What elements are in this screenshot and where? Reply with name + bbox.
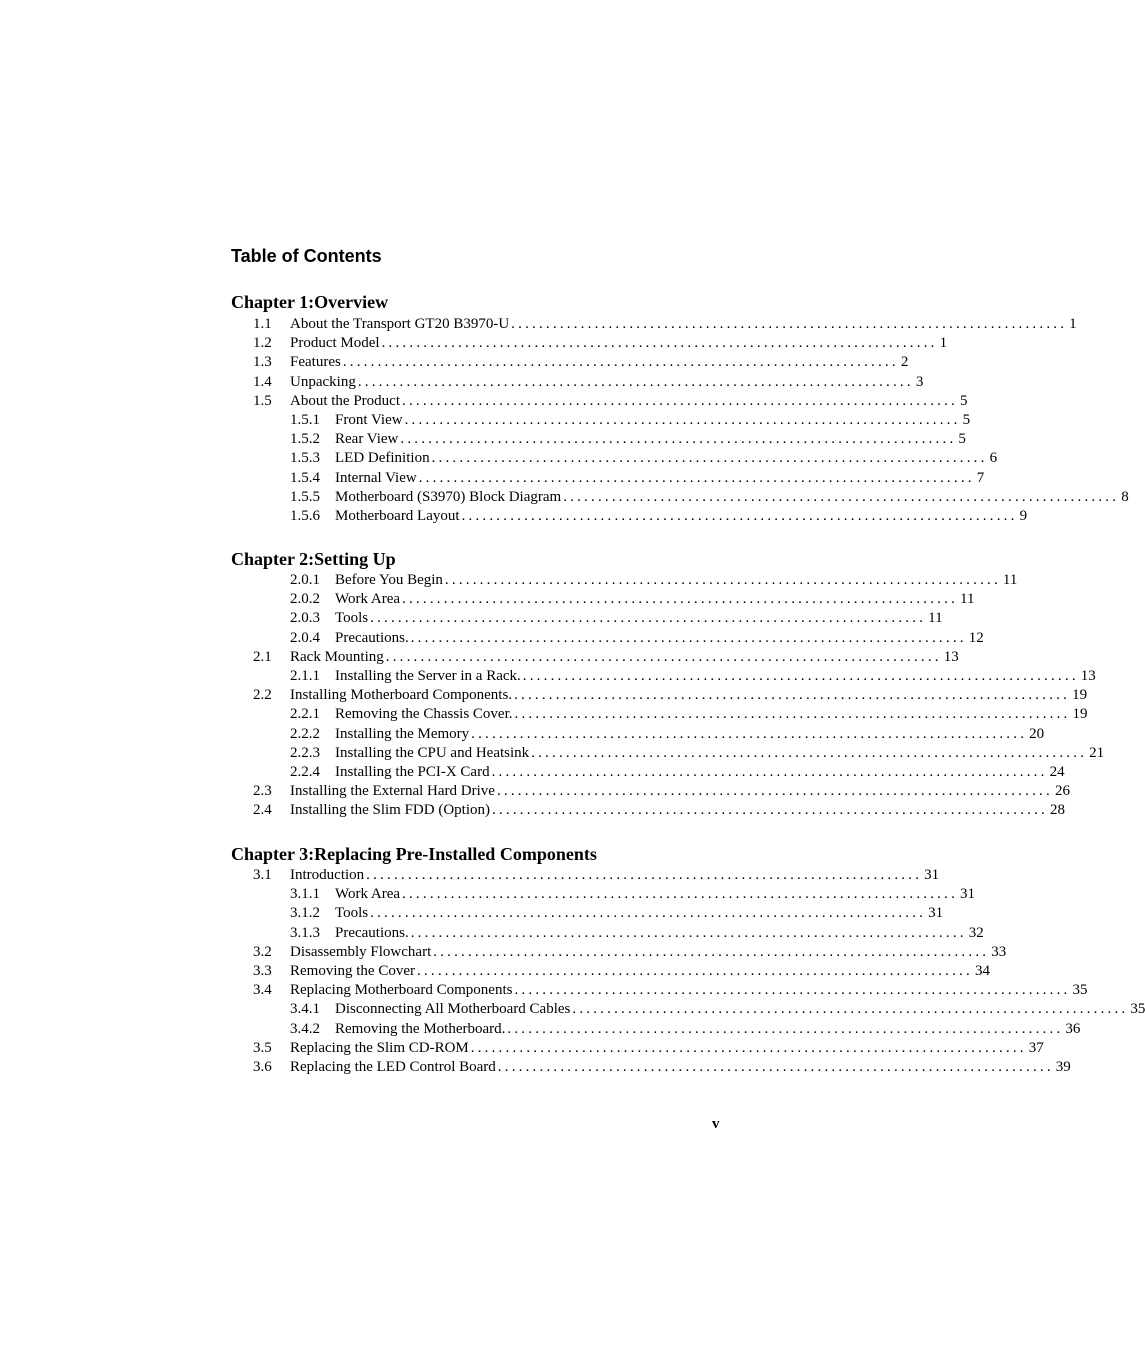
toc-entry-number: 2.0.3 [290, 610, 320, 627]
toc-entry[interactable] [253, 315, 1077, 334]
toc-entry-page: 9 [1019, 508, 1028, 524]
toc-entry-number: 2.2.4 [290, 764, 320, 780]
dot-leader: ................................................................................ [400, 431, 957, 448]
dot-leader: ................................................................................ [511, 316, 1068, 332]
toc-entry[interactable] [290, 763, 1065, 782]
toc-entry-number: 1.2 [253, 335, 272, 352]
dot-leader: ................................................................................ [431, 450, 988, 467]
toc-entry[interactable] [253, 373, 924, 392]
toc-entry[interactable] [290, 705, 1088, 724]
toc-entry-label: Precautions. [335, 924, 409, 941]
toc-entry-number: 2.2 [253, 687, 272, 704]
toc-entry-page: 24 [1049, 764, 1065, 780]
dot-leader: ................................................................................ [496, 783, 1053, 800]
dot-leader: ................................................................................ [385, 648, 942, 665]
toc-entry-page: 31 [960, 886, 976, 903]
toc-entry[interactable] [253, 648, 959, 667]
dot-leader: ................................................................................ [514, 687, 1071, 704]
toc-entry-number: 1.3 [253, 354, 272, 371]
toc-entry-label: Disconnecting All Motherboard Cables [335, 1001, 571, 1018]
toc-entry-page: 12 [968, 629, 984, 646]
dot-leader: ................................................................................ [444, 572, 1001, 588]
toc-entry[interactable] [290, 924, 984, 943]
toc-entry-label: Precautions. [335, 629, 409, 646]
toc-entry[interactable] [253, 1058, 1071, 1077]
toc-entry[interactable] [290, 430, 966, 449]
toc-entry-page: 37 [1028, 1039, 1044, 1056]
toc-entry[interactable] [290, 590, 975, 609]
toc-entry-number: 1.5 [253, 392, 272, 409]
dot-leader: ................................................................................ [522, 668, 1079, 684]
toc-entry-number: 3.1.1 [290, 886, 320, 903]
dot-leader: ................................................................................ [418, 469, 975, 486]
toc-entry-number: 2.1 [253, 648, 272, 665]
dot-leader: ................................................................................ [402, 886, 959, 903]
toc-entry-page: 33 [991, 943, 1007, 960]
toc-entry-number: 2.0.4 [290, 629, 320, 646]
dot-leader: ................................................................................ [514, 706, 1071, 723]
toc-entry-number: 2.1.1 [290, 668, 320, 684]
dot-leader: ................................................................................ [410, 924, 967, 941]
dot-leader: ................................................................................ [410, 629, 967, 646]
toc-entry[interactable] [290, 449, 998, 468]
toc-entry[interactable] [253, 866, 940, 885]
toc-entry-page: 31 [928, 905, 944, 922]
toc-entry-page: 11 [960, 591, 975, 608]
toc-entry-label: Product Model [290, 335, 380, 352]
toc-entry-label: Replacing Motherboard Components [290, 982, 513, 999]
toc-entry-label: Installing the Memory [335, 725, 470, 742]
dot-leader: ................................................................................ [461, 508, 1018, 524]
toc-entry[interactable] [253, 686, 1088, 705]
toc-entry-page: 6 [989, 450, 998, 467]
toc-entry-number: 1.5.2 [290, 431, 320, 448]
toc-entry-number: 3.1 [253, 867, 272, 883]
toc-entry[interactable] [253, 981, 1088, 1000]
toc-entry-number: 2.0.2 [290, 591, 320, 608]
toc-entry-page: 28 [1050, 802, 1065, 819]
toc-entry-label: Installing the Slim FDD (Option) [290, 802, 490, 819]
toc-entry[interactable] [290, 488, 1129, 507]
toc-entry-page: 5 [962, 412, 971, 428]
toc-entry-page: 2 [900, 354, 909, 371]
dot-leader: ................................................................................ [381, 335, 938, 352]
toc-entry[interactable] [253, 353, 909, 372]
toc-entry[interactable] [290, 885, 976, 904]
chapter-heading: Chapter 2:Setting Up [231, 549, 396, 569]
toc-entry-page: 8 [1121, 488, 1129, 505]
toc-entry-number: 2.3 [253, 783, 272, 800]
toc-entry-number: 3.4 [253, 982, 272, 999]
toc-entry-number: 3.1.3 [290, 924, 320, 941]
toc-entry[interactable] [253, 801, 1065, 820]
toc-entry-label: Installing the Server in a Rack. [335, 668, 521, 684]
toc-entry-page: 11 [928, 610, 943, 627]
dot-leader: ................................................................................ [370, 905, 927, 922]
dot-leader: ................................................................................ [416, 963, 973, 979]
toc-entry-label: Rack Mounting [290, 648, 384, 665]
toc-entry-label: Replacing the LED Control Board [290, 1059, 496, 1075]
toc-entry-number: 3.5 [253, 1039, 272, 1056]
toc-entry-label: Work Area [335, 591, 401, 608]
toc-entry-number: 1.5.3 [290, 450, 320, 467]
dot-leader: ................................................................................ [404, 412, 961, 428]
toc-entry-number: 1.4 [253, 373, 272, 390]
toc-entry-label: Removing the Chassis Cover. [335, 706, 513, 723]
toc-entry[interactable] [253, 962, 990, 981]
toc-entry[interactable] [253, 1039, 1044, 1058]
toc-entry-number: 2.2.3 [290, 744, 320, 761]
toc-entry-page: 19 [1072, 687, 1088, 704]
toc-entry-page: 7 [976, 469, 985, 486]
dot-leader: ................................................................................ [572, 1001, 1129, 1018]
toc-entry-number: 3.4.2 [290, 1020, 320, 1037]
chapter-heading: Chapter 3:Replacing Pre-Installed Components [231, 844, 597, 864]
toc-entry-label: Motherboard Layout [335, 508, 460, 524]
toc-entry[interactable] [253, 943, 1007, 962]
toc-entry-label: Before You Begin [335, 572, 443, 588]
toc-entry-page: 20 [1029, 725, 1045, 742]
toc-entry-number: 3.3 [253, 963, 272, 979]
toc-entry-number: 2.2.2 [290, 725, 320, 742]
dot-leader: ................................................................................ [497, 1059, 1054, 1075]
dot-leader: ................................................................................ [342, 354, 899, 371]
toc-entry[interactable] [253, 334, 948, 353]
toc-entry[interactable] [290, 744, 1105, 763]
dot-leader: ................................................................................ [366, 867, 923, 883]
toc-entry[interactable] [290, 469, 985, 488]
toc-entry-page: 13 [943, 648, 959, 665]
toc-entry-page: 36 [1065, 1020, 1081, 1037]
toc-entry-label: Removing the Cover [290, 963, 415, 979]
dot-leader: ................................................................................ [471, 725, 1028, 742]
toc-entry[interactable] [290, 667, 1096, 686]
toc-entry-number: 2.0.1 [290, 572, 320, 588]
toc-entry-page: 1 [1069, 316, 1077, 332]
toc-entry-number: 1.1 [253, 316, 272, 332]
toc-entry-label: Installing Motherboard Components. [290, 687, 513, 704]
toc-entry[interactable] [253, 392, 968, 411]
dot-leader: ................................................................................ [563, 488, 1120, 505]
dot-leader: ................................................................................ [402, 392, 958, 409]
dot-leader: ................................................................................ [492, 802, 1048, 819]
toc-entry-number: 2.2.1 [290, 706, 320, 723]
toc-entry-label: About the Product [290, 392, 400, 409]
page-title: Table of Contents [231, 246, 382, 266]
toc-entry[interactable] [290, 904, 944, 923]
toc-entry[interactable] [290, 571, 1018, 590]
toc-entry-page: 32 [968, 924, 984, 941]
dot-leader: ................................................................................ [491, 764, 1048, 780]
toc-entry-label: Unpacking [290, 373, 356, 390]
toc-entry-number: 3.4.1 [290, 1001, 320, 1018]
toc-entry-page: 1 [939, 335, 948, 352]
toc-entry[interactable] [290, 629, 984, 648]
toc-entry-label: Features [290, 354, 341, 371]
toc-entry-page: 19 [1072, 706, 1088, 723]
toc-entry-page: 31 [924, 867, 940, 883]
toc-entry-label: Motherboard (S3970) Block Diagram [335, 488, 562, 505]
toc-entry-label: Work Area [335, 886, 401, 903]
toc-entry-page: 35 [1072, 982, 1088, 999]
toc-entry-label: Front View [335, 412, 403, 428]
toc-entry-label: Installing the CPU and Heatsink [335, 744, 530, 761]
toc-entry-label: Tools [335, 905, 369, 922]
toc-entry-label: LED Definition [335, 450, 430, 467]
dot-leader: ................................................................................ [357, 373, 914, 390]
toc-entry[interactable] [290, 1020, 1081, 1039]
dot-leader: ................................................................................ [531, 744, 1088, 761]
toc-entry[interactable] [290, 1000, 1145, 1019]
toc-entry-page: 39 [1055, 1059, 1071, 1075]
toc-entry-label: Removing the Motherboard. [335, 1020, 506, 1037]
toc-entry-number: 3.1.2 [290, 905, 320, 922]
toc-entry-label: About the Transport GT20 B3970-U [290, 316, 510, 332]
toc-entry-page: 13 [1080, 668, 1096, 684]
toc-entry-number: 1.5.4 [290, 469, 320, 486]
dot-leader: ................................................................................ [370, 610, 927, 627]
toc-entry-page: 5 [960, 392, 968, 409]
dot-leader: ................................................................................ [514, 982, 1071, 999]
toc-entry-label: Installing the External Hard Drive [290, 783, 495, 800]
toc-entry[interactable] [290, 507, 1028, 526]
toc-entry-label: Disassembly Flowchart [290, 943, 432, 960]
dot-leader: ................................................................................ [402, 591, 959, 608]
toc-entry-page: 3 [915, 373, 924, 390]
toc-entry-page: 35 [1130, 1001, 1145, 1018]
toc-entry-number: 1.5.1 [290, 412, 320, 428]
toc-entry-label: Introduction [290, 867, 365, 883]
toc-entry[interactable] [290, 609, 943, 628]
toc-entry-label: Internal View [335, 469, 417, 486]
toc-entry-number: 2.4 [253, 802, 272, 819]
toc-entry-number: 1.5.6 [290, 508, 320, 524]
chapter-heading: Chapter 1:Overview [231, 292, 389, 312]
toc-entry-label: Tools [335, 610, 369, 627]
toc-entry-number: 3.6 [253, 1059, 272, 1075]
toc-entry[interactable] [253, 782, 1070, 801]
dot-leader: ................................................................................ [470, 1039, 1027, 1056]
toc-entry-page: 26 [1054, 783, 1070, 800]
toc-entry-label: Replacing the Slim CD-ROM [290, 1039, 469, 1056]
dot-leader: ................................................................................ [433, 943, 990, 960]
toc-entry-number: 1.5.5 [290, 488, 320, 505]
toc-entry-page: 11 [1002, 572, 1018, 588]
toc-entry[interactable] [290, 725, 1045, 744]
dot-leader: ................................................................................ [507, 1020, 1064, 1037]
toc-entry[interactable] [290, 411, 971, 430]
toc-entry-page: 34 [974, 963, 990, 979]
toc-entry-number: 3.2 [253, 943, 272, 960]
page-number: v [712, 1116, 720, 1132]
toc-entry-label: Installing the PCI-X Card [335, 764, 490, 780]
toc-entry-page: 21 [1089, 744, 1105, 761]
toc-entry-page: 5 [958, 431, 966, 448]
toc-entry-label: Rear View [335, 431, 399, 448]
